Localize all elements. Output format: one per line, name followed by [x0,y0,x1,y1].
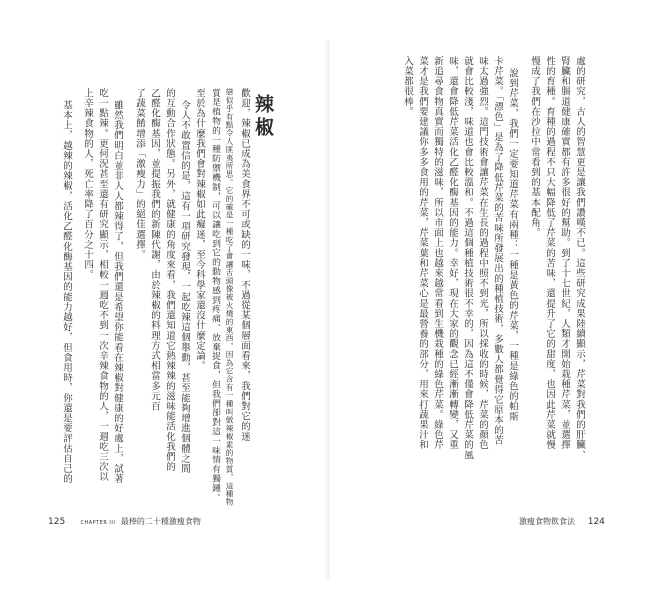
running-title: 激瘦食物飲食法 [519,517,575,526]
running-title: 最棒的二十種激瘦食物 [120,517,201,526]
body-column-6: 卡芹菜。「漂色」是為了降低芹菜的苦味所發展出的種植技術，多數人都覺得它原本的苦 [492,56,503,446]
body-column-3: 質是植物的一種防禦機制，可以讓吃到它的動物感到疼痛、放棄捉食，但我們卻對這一味情有獨鍾。 [210,88,220,503]
body-column-11: 菜才是我們要建議你多多食用的芹菜，芹菜葉和芹菜心是最營養的部分，用來打蔬果汁和 [417,56,428,450]
body-column-10: 吃一點辣。更何況甚至還有研究顯示，相較一週吃不到一次辛辣食物的人，一週吃三次以 [97,88,108,482]
page-number: 124 [587,517,605,527]
body-column-4: 至於為什麼我們會對辣椒如此癡迷，至今科學家還沒什麼定論。 [194,88,205,371]
body-column-1: 處的研究，古人的智慧更是讓我們讚嘆不已。這些研究成果陸續顯示，芹菜對我們的肝臟、 [574,56,585,460]
body-column-2: 腎臟和腸道健康確實都有許多很好的幫助。到了十七世紀，人類才開始栽種芹菜，並選擇 [559,56,570,450]
body-column-9: 雖然我們明白並非人人都辣得了，但我們還是希望你能看在辣椒對健康的好處上，試著 [112,100,123,484]
section-heading: 辣椒 [252,94,274,140]
body-column-11: 上辛辣食物的人，死亡率降了百分之十四。 [82,88,93,280]
body-column-2: 戀似乎有點令人匪夷所思。它的確是一種吃了會讓舌頭像被火燒的東西，因為它含有一種叫做辣椒素的物質，這種物 [225,88,234,507]
page-number: 125 [48,517,66,527]
body-column-5: 說到芹菜，我們一定要知道芹菜有兩種：一種是黃色的芹菜，一種是綠色的帕斯 [507,68,518,422]
body-column-8: 就會比較淺，味道也會比較溫和。不過這個種植技術很不幸的，因為這不僅會降低芹菜的風 [462,56,473,460]
body-column-7: 味太過強烈。這門技術會讓芹菜在生長的過程中照不到光，所以採收的時候，芹菜的顏色 [477,56,488,450]
body-column-7: 乙醛化酶基因，並提振我們的新陳代謝，由於辣椒的料理方式相當多元百 [149,88,160,412]
body-column-10: 新追尋食物真實而獨特的滋味，所以市面上也越來越常看到生機栽種的綠色芹菜。綠色芹 [432,56,443,450]
body-column-12: 入菜都很棒。 [402,56,413,117]
left-page-footer [48,516,201,527]
body-column-5: 令人不敢置信的是，這有一項研究發現，一起吃辣這個舉動，甚至能夠增進個體之間 [179,100,190,474]
page-gutter [325,40,331,580]
right-page-footer [519,516,605,527]
body-column-8: 了蔬菜餚增添「激瘦力」的絕佳選擇。 [134,88,145,260]
body-column-12: 基本上，越辣的辣椒，活化乙醛化酶基因的能力越好，但食用時，你還是要評估自己的 [61,100,72,484]
body-column-4: 慢成了我們在沙拉中常看到的基本配角。 [529,56,540,238]
chapter-tag: CHAPTER III [80,520,116,526]
body-column-1: 歡迎，辣椒已成為美食界不可或缺的一味，不過從某個層面看來，我們對它的迷 [239,88,250,442]
body-column-9: 味，還會降低芹菜活化乙醛化酶基因的能力。幸好，現在大家的觀念已經漸漸轉變，又重 [447,56,458,450]
body-column-3: 性的育種。育種的過程不只大幅降低了芹菜的苦味，還提升了它的甜度，也因此芹菜就慢 [544,56,555,450]
body-column-6: 的互動合作狀態。另外，就健康的角度來看，我們還知道它熱辣辣的滋味能活化我們的 [164,88,175,472]
